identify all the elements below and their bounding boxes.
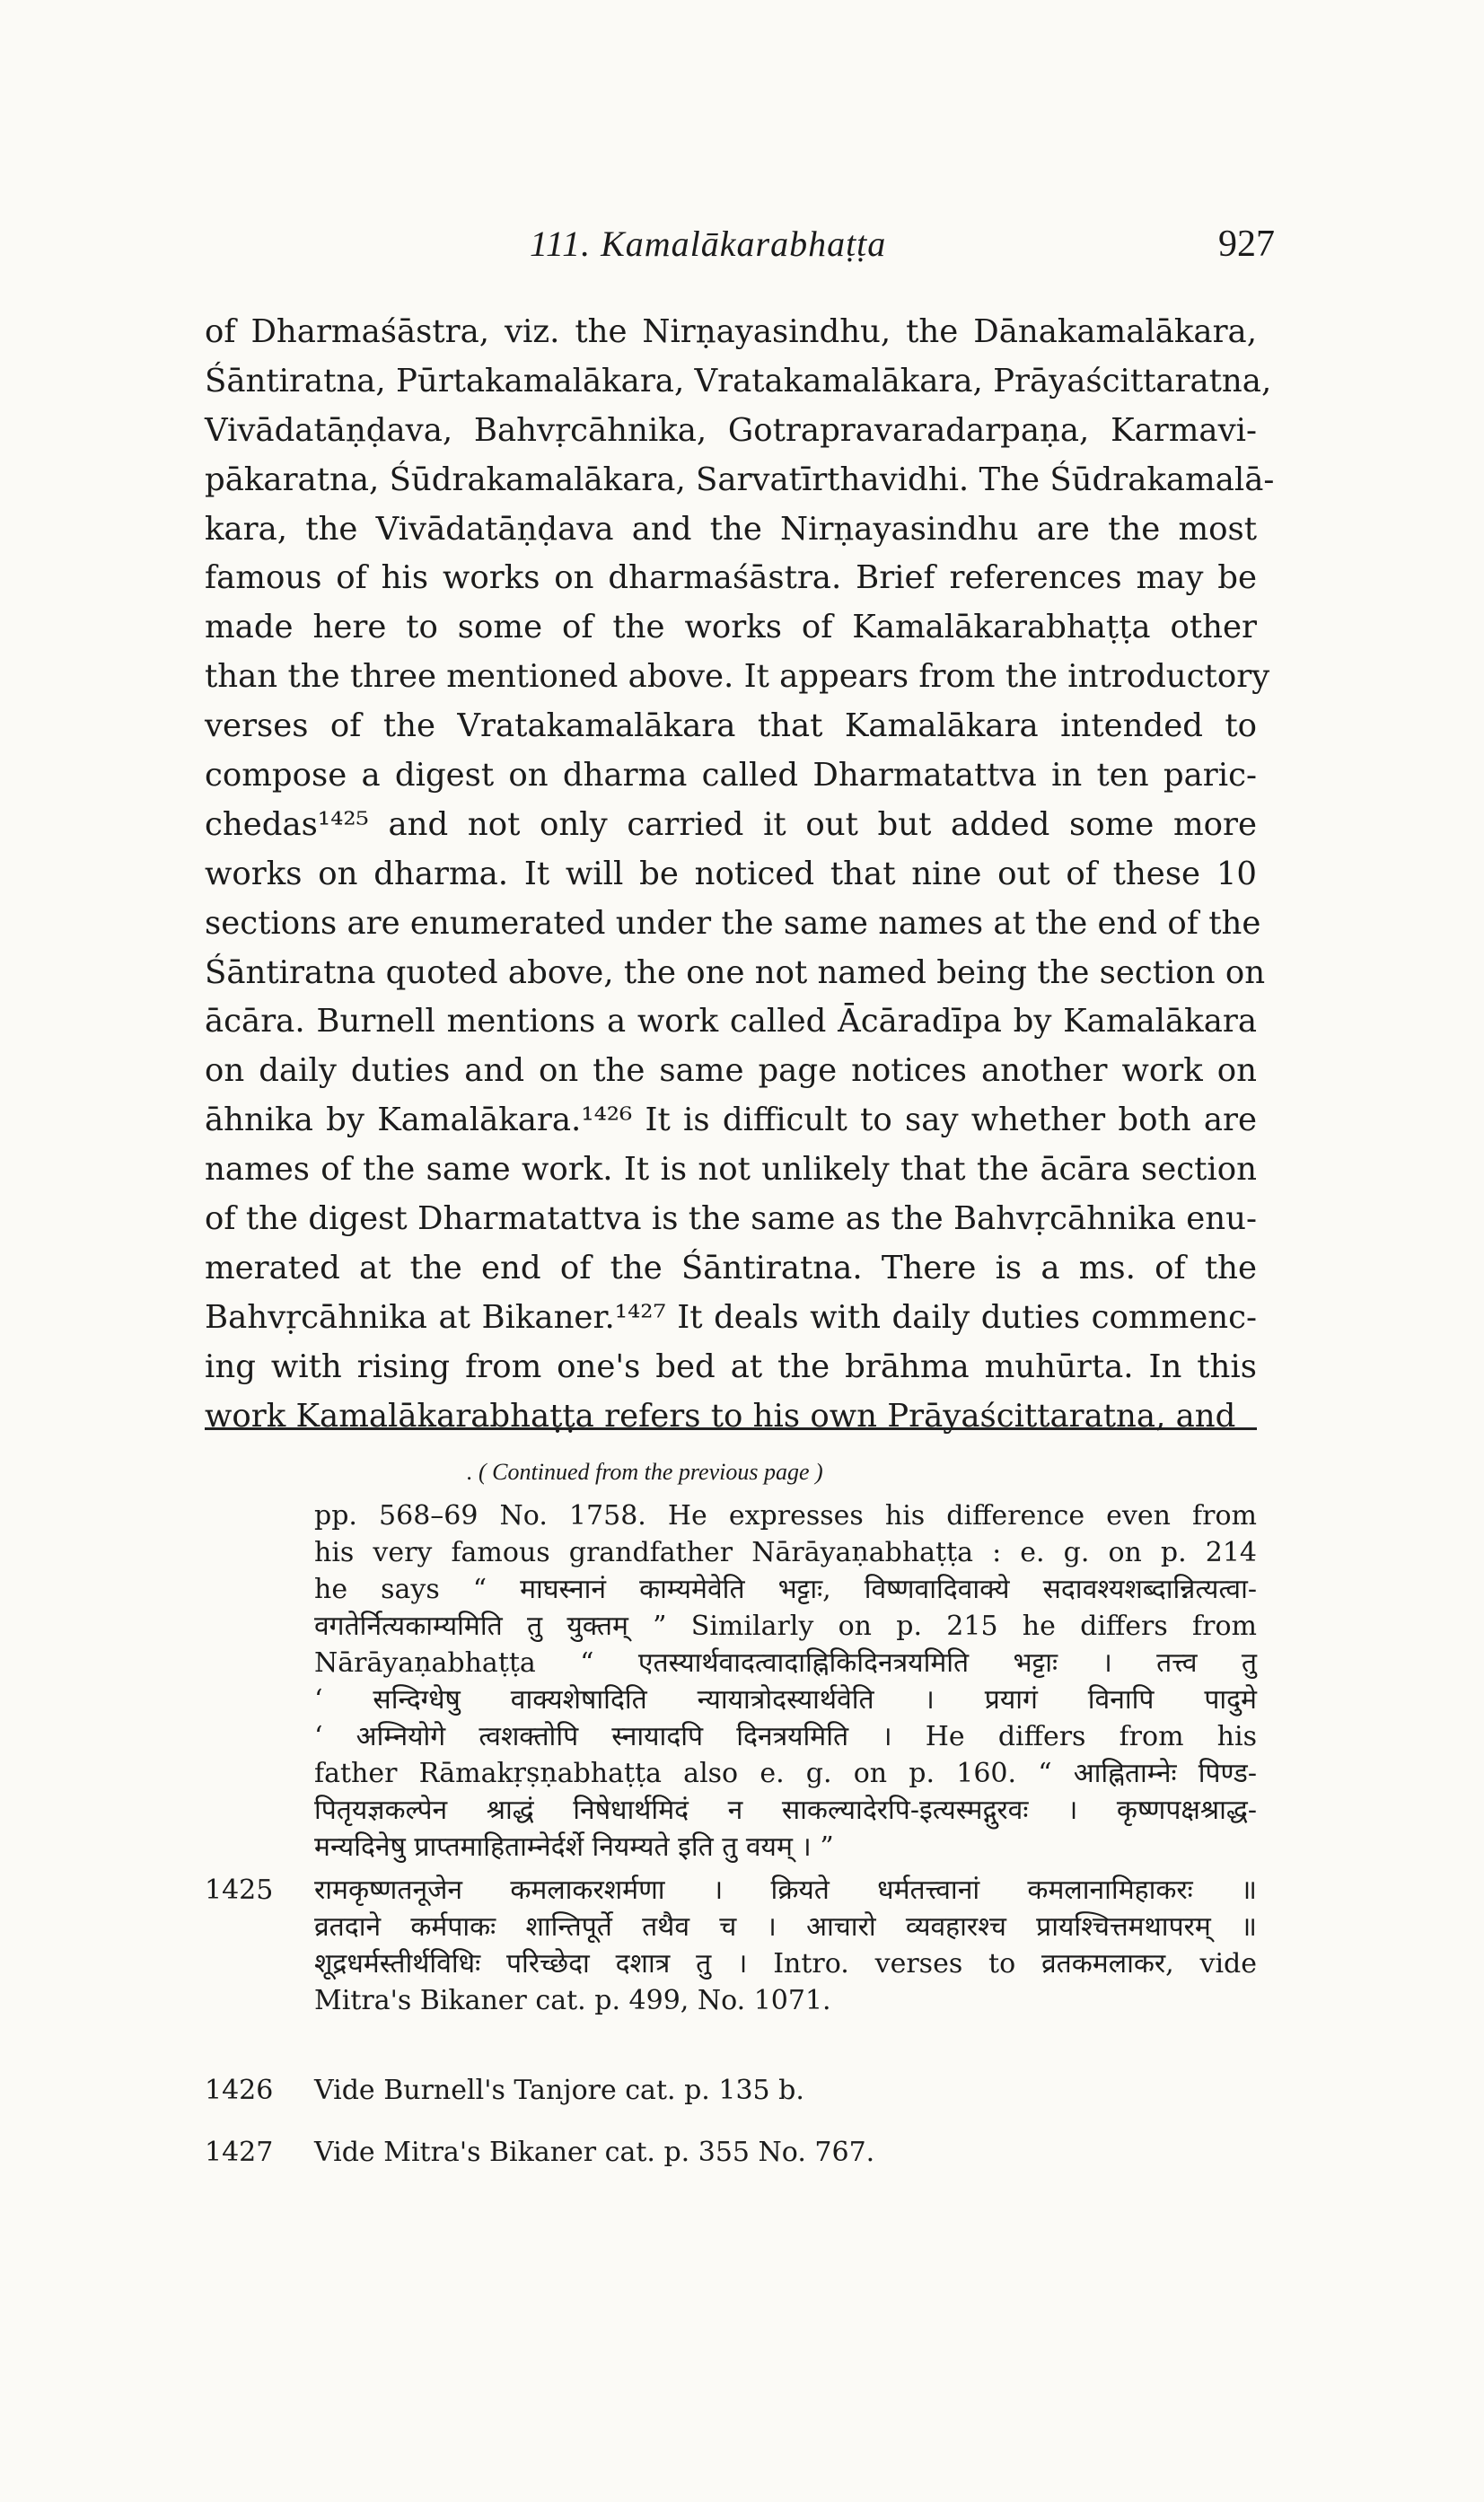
- running-title: 111. Kamalākarabhaṭṭa: [530, 224, 887, 264]
- body-text: [205, 308, 1275, 1441]
- footnote-body: [314, 2134, 1257, 2171]
- body-line: Śāntiratna quoted above, the one not named being the section on: [205, 953, 1266, 991]
- continued-footnote: [314, 1497, 1257, 1866]
- footnote-line: ‘ अम्नियोगे त्वशक्तोपि स्नायादपि दिनत्रयमिति । He differs from his: [314, 1721, 1257, 1752]
- body-line: names of the same work. It is not unlikely that the ācāra section: [205, 1151, 1257, 1189]
- body-line: of Dharmaśāstra, viz. the Nirṇayasindhu, the Dānakamalākara,: [205, 313, 1257, 350]
- body-line: works on dharma. It will be noticed that nine out of these 10: [205, 855, 1257, 892]
- page-number: 927: [1218, 224, 1275, 265]
- footnote-line: मन्यदिनेषु प्राप्तमाहिताम्नेर्दर्शे नियम्यते इति तु वयम् । ”: [314, 1831, 834, 1863]
- footnote-body: [314, 1872, 1257, 2019]
- footnote-line: his very famous grandfather Nārāyaṇabhaṭṭa : e. g. on p. 214: [314, 1537, 1257, 1568]
- body-line: āhnika by Kamalākara.¹⁴²⁶ It is difficult to say whether both are: [205, 1102, 1257, 1139]
- body-line: ing with rising from one's bed at the brāhma muhūrta. In this: [205, 1348, 1257, 1385]
- body-line: made here to some of the works of Kamalākarabhaṭṭa other: [205, 609, 1257, 646]
- footnote-body: [314, 2072, 1257, 2109]
- body-line: kara, the Vivādatāṇḍava and the Nirṇayasindhu are the most: [205, 510, 1257, 548]
- footnote-line: he says “ माघस्नानं काम्यमेवेति भट्टाः, विष्णवादिवाक्ये सदावश्यशब्दान्नित्यत्वा-: [314, 1574, 1257, 1605]
- body-line: compose a digest on dharma called Dharmatattva in ten paric-: [205, 757, 1257, 794]
- footnote-line: Mitra's Bikaner cat. p. 499, No. 1071.: [314, 1985, 831, 2016]
- body-line: pākaratna, Śūdrakamalākara, Sarvatīrthavidhi. The Śūdrakamalā-: [205, 461, 1275, 498]
- body-line: sections are enumerated under the same names at the end of the: [205, 904, 1261, 942]
- footnote-line: वगतेर्नित्यकाम्यमिति तु युक्तम् ” Similarly on p. 215 he differs from: [314, 1611, 1257, 1642]
- footnote-line: Vide Mitra's Bikaner cat. p. 355 No. 767.: [314, 2137, 875, 2168]
- footnote-line: पितृयज्ञकल्पेन श्राद्धं निषेधार्थमिदं न साकल्यादेरपि-इत्यस्मद्गुरवः । कृष्णपक्षश्राद्ध-: [314, 1795, 1257, 1826]
- body-line: ācāra. Burnell mentions a work called Ācāradīpa by Kamalākara: [205, 1003, 1257, 1040]
- footnote-line: रामकृष्णतनूजेन कमलाकरशर्मणा । क्रियते धर्मतत्त्वानां कमलानामिहाकरः ॥: [314, 1874, 1257, 1906]
- body-line: than the three mentioned above. It appears from the introductory: [205, 658, 1270, 696]
- footnote-line: व्रतदाने कर्मपाकः शान्तिपूर्ते तथैव च । आचारो व्यवहारश्च प्रायश्चित्तमथापरम् ॥: [314, 1911, 1257, 1943]
- body-line: on daily duties and on the same page notices another work on: [205, 1052, 1257, 1090]
- footnote-line: Vide Burnell's Tanjore cat. p. 135 b.: [314, 2075, 804, 2106]
- body-line: Bahvṛcāhnika at Bikaner.¹⁴²⁷ It deals with daily duties commenc-: [205, 1298, 1257, 1336]
- footnote-number: 1426: [205, 2075, 274, 2106]
- footnote-number: 1427: [205, 2137, 274, 2168]
- continued-label: . ( Continued from the previous page ): [467, 1459, 823, 1485]
- body-line: of the digest Dharmatattva is the same as the Bahvṛcāhnika enu-: [205, 1200, 1257, 1238]
- page-header: [0, 223, 1484, 285]
- footnote-line: ‘ सन्दिग्धेषु वाक्यशेषादिति न्यायात्रोदस्यार्थवेति । प्रयागं विनापि पादुमे: [314, 1684, 1257, 1716]
- body-line: chedas¹⁴²⁵ and not only carried it out but added some more: [205, 805, 1257, 843]
- footnote-number: 1425: [205, 1874, 274, 1906]
- body-line: famous of his works on dharmaśāstra. Brief references may be: [205, 559, 1257, 597]
- footnote-line: pp. 568–69 No. 1758. He expresses his difference even from: [314, 1500, 1257, 1532]
- body-line: Śāntiratna, Pūrtakamalākara, Vratakamalākara, Prāyaścittaratna,: [205, 362, 1272, 399]
- body-line: verses of the Vratakamalākara that Kamalākara intended to: [205, 707, 1257, 745]
- body-line: work Kamalākarabhaṭṭa refers to his own Prāyaścittaratna, and: [205, 1397, 1236, 1435]
- footnote-line: शूद्रधर्मस्तीर्थविधिः परिच्छेदा दशात्र तु । Intro. verses to व्रतकमलाकर, vide: [314, 1948, 1257, 1980]
- footnote-divider: [205, 1427, 1257, 1430]
- footnote-line: father Rāmakṛṣṇabhaṭṭa also e. g. on p. 160. “ आह्निताम्नेः पिण्ड-: [314, 1758, 1257, 1789]
- footnote-line: Nārāyaṇabhaṭṭa “ एतस्यार्थवादत्वादाह्निकिदिनत्रयमिति भट्टाः । तत्त्व तु: [314, 1647, 1257, 1679]
- body-line: merated at the end of the Śāntiratna. There is a ms. of the: [205, 1249, 1257, 1286]
- body-line: Vivādatāṇḍava, Bahvṛcāhnika, Gotrapravaradarpaṇa, Karmavi-: [205, 411, 1257, 449]
